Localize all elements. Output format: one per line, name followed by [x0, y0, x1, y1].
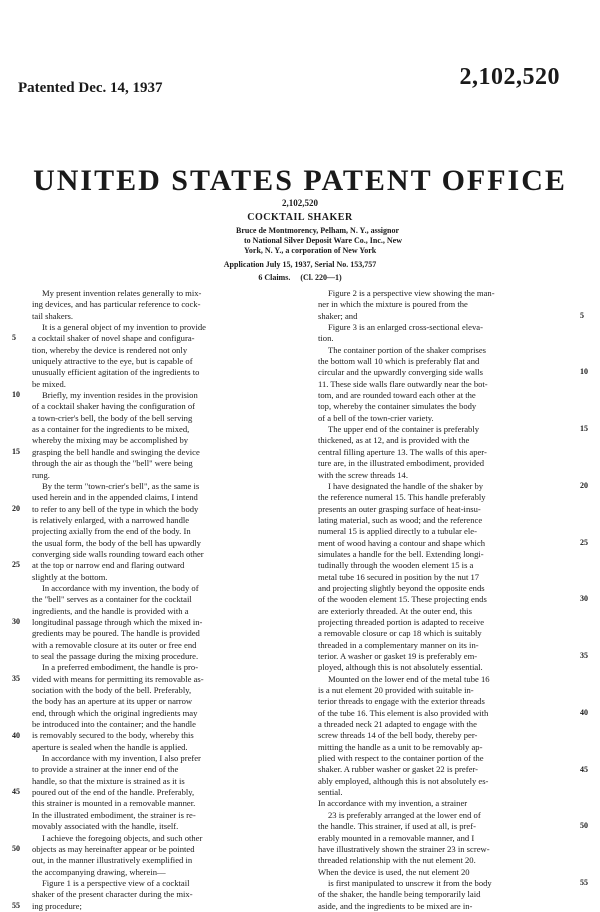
line-number: 35 [580, 651, 588, 661]
text-line: In the illustrated embodiment, the strainer is re- [32, 809, 196, 820]
text-line: is a nut element 20 provided with suitable in- [318, 685, 474, 696]
text-line: a removable closure or cap 18 which is suitably [318, 628, 482, 639]
text-line: ployed, although this is not absolutely essential. [318, 662, 483, 673]
text-line: mitting the handle as a unit to be removably ap- [318, 741, 483, 752]
text-line: terior. A washer or gasket 19 is preferably em- [318, 651, 478, 661]
claims-line [0, 273, 600, 282]
text-line: ner in which the mixture is poured from the [318, 299, 468, 310]
text-line: By the term "town-crier's bell", as the same is [42, 480, 200, 491]
text-line: at the top or narrow end and flaring outward [32, 560, 185, 571]
text-line: thickened, as at 12, and is provided with the [318, 435, 470, 446]
text-line: to seal the passage during the mixing procedure. [32, 651, 199, 661]
line-number: 50 [12, 844, 20, 854]
text-line: My present invention relates generally to mix- [42, 288, 202, 298]
text-line: end, through which the original ingredients may [32, 707, 198, 718]
text-line: tom, and are rounded toward each other at the [318, 390, 476, 401]
line-number: 10 [12, 390, 20, 400]
text-line: unusually efficient agitation of the ingredients to [32, 367, 200, 378]
text-line: the reference numeral 15. This handle preferably [318, 492, 486, 503]
text-line: movably associated with the handle, itself. [32, 821, 179, 832]
line-number: 55 [12, 900, 20, 910]
claims-count: 6 Claims. [258, 273, 291, 282]
text-line: shaker; and [318, 310, 358, 321]
inventor-line: Bruce de Montmorency, Pelham, N. Y., assignor [236, 226, 400, 235]
text-line: with the screw threads 14. [318, 469, 408, 480]
line-number: 20 [12, 503, 20, 513]
text-line: circular and the upwardly converging side walls [318, 367, 483, 378]
office-heading: UNITED STATES PATENT OFFICE [33, 164, 567, 197]
text-line: shaker of the present character during the mix- [32, 889, 193, 900]
text-line: I achieve the foregoing objects, and such other [42, 832, 203, 843]
text-line: a threaded neck 21 adapted to engage with the [318, 719, 477, 730]
text-line: projecting axially from the end of the body. In [32, 526, 191, 537]
line-number: 40 [580, 707, 588, 717]
text-line: tudinally through the wooden element 15 is a [318, 560, 474, 571]
text-line: central filling aperture 13. The walls of this aper- [318, 446, 487, 457]
text-line: shaker. A rubber washer or gasket 22 is prefer- [318, 764, 478, 775]
text-line: a cocktail shaker of novel shape and configura- [32, 333, 195, 344]
text-line: Briefly, my invention resides in the provision [42, 390, 198, 401]
inventor-line: York, N. Y., a corporation of New York [244, 246, 377, 255]
text-line: longitudinal passage through which the mixed in- [32, 616, 203, 627]
text-line: the accompanying drawing, wherein— [32, 866, 166, 877]
line-number: 10 [580, 367, 588, 377]
text-line: sential. [318, 787, 343, 798]
text-line: is relatively enlarged, with a narrowed handle [32, 514, 190, 525]
text-line: this strainer is mounted in a removable manner. [32, 798, 196, 809]
text-line: aperture is sealed when the handle is applied. [32, 741, 188, 752]
text-line: are exteriorly threaded. At the outer end, this [318, 605, 472, 616]
text-line: The upper end of the container is preferably [328, 424, 480, 435]
text-line: top, whereby the container simulates the body [318, 401, 477, 412]
text-line: sociation with the body of the bell. Preferably, [32, 685, 192, 696]
text-line: of the shaker, the handle being temporarily laid [318, 889, 481, 900]
text-line: used herein and in the appended claims, I intend [32, 492, 198, 503]
text-line: the handle. This strainer, if used at all, is pref- [318, 821, 476, 832]
text-line: Figure 2 is a perspective view showing the man- [328, 288, 495, 298]
text-line: with a removable closure at its outer or free end [32, 639, 197, 650]
text-line: objects as may hereinafter appear or be pointed [32, 843, 195, 854]
text-line: The container portion of the shaker comprises [328, 344, 486, 355]
application-line: Application July 15, 1937, Serial No. 153,757 [223, 260, 377, 269]
line-number: 5 [12, 333, 16, 343]
text-line: In accordance with my invention, I also prefer [42, 753, 201, 764]
text-line: to provide a strainer at the inner end of the [32, 764, 179, 775]
text-line: terior threads to engage with the exterior threads [318, 696, 485, 707]
text-line: rung. [32, 469, 50, 480]
text-line: presents an outer grasping surface of heat-insu- [318, 503, 481, 514]
text-line: the "bell" serves as a container for the cocktail [32, 594, 192, 605]
text-line: the bottom wall 10 which is preferably flat and [318, 356, 480, 367]
text-line: and projecting slightly beyond the opposite ends [318, 582, 485, 593]
patented-date: Patented Dec. 14, 1937 [18, 80, 163, 96]
line-number: 55 [580, 878, 588, 888]
text-line: I have designated the handle of the shaker by [328, 480, 484, 491]
line-number: 5 [580, 310, 584, 320]
text-line: In accordance with my invention, the body of [42, 582, 199, 593]
classification: (Cl. 220—1) [300, 273, 342, 282]
text-line: uniquely attractive to the eye, but is capable of [32, 356, 193, 367]
patent-small-number: 2,102,520 [282, 198, 318, 208]
text-line: converging side walls rounding toward each other [32, 548, 204, 559]
text-line: simulates a handle for the bell. Extending longi- [318, 548, 484, 559]
text-line: a town-crier's bell, the body of the bell serving [32, 412, 193, 423]
text-line: projecting threaded portion is adapted to receive [318, 616, 485, 627]
text-line: metal tube 16 secured in position by the nut 17 [318, 571, 480, 582]
text-line: threaded in a complementary manner on its in- [318, 639, 479, 650]
text-line: ing procedure; [32, 900, 82, 911]
line-number: 25 [580, 537, 588, 547]
inventor-block [236, 226, 406, 256]
text-line: of the tube 16. This element is also provided with [318, 707, 489, 718]
text-line: In a preferred embodiment, the handle is pro- [42, 662, 199, 673]
text-line: poured out of the end of the handle. Preferably, [32, 787, 195, 798]
patent-number: 2,102,520 [459, 64, 560, 90]
text-line: ture are, in the illustrated embodiment, provided [318, 458, 485, 469]
line-number: 40 [12, 730, 20, 740]
text-line: Figure 1 is a perspective view of a cocktail [42, 877, 190, 888]
text-line: ably employed, although this is not absolutely es- [318, 775, 489, 786]
text-line: ingredients, and the handle is provided with a [32, 605, 189, 616]
text-line: Figure 3 is an enlarged cross-sectional eleva- [328, 322, 483, 333]
text-line: of the wooden element 15. These projecting ends [318, 594, 487, 605]
text-line: ing devices, and has particular reference to cock- [32, 299, 201, 310]
text-line: plied with respect to the container portion of the [318, 753, 484, 764]
line-number: 45 [580, 764, 588, 774]
text-line: 23 is preferably arranged at the lower end of [328, 809, 481, 820]
text-line: out, in the manner illustratively exemplified in [32, 855, 193, 866]
text-line: the usual form, the body of the bell has upwardly [32, 537, 201, 548]
text-line: handle, so that the mixture is strained as it is [32, 775, 185, 786]
text-line: ment of wood having a contour and shape which [318, 537, 486, 548]
text-line: as a container for the ingredients to be mixed, [32, 424, 190, 435]
line-number: 35 [12, 673, 20, 683]
text-line: erably mounted in a removable manner, and I [318, 832, 475, 843]
line-number: 45 [12, 787, 20, 797]
right-column [318, 288, 580, 912]
text-line: aside, and the ingredients to be mixed are in- [318, 900, 473, 911]
text-line: vided with means for permitting its removable as- [32, 673, 204, 684]
text-line: lating material, such as wood; and the reference [318, 514, 483, 525]
text-line: be introduced into the container; and the handle [32, 719, 196, 730]
line-number: 15 [12, 446, 20, 456]
line-number: 25 [12, 560, 20, 570]
text-line: the body has an aperture at its upper or narrow [32, 696, 193, 707]
text-line: grasping the bell handle and swinging the device [32, 446, 200, 457]
text-line: 11. These side walls flare outwardly near the bot- [318, 378, 488, 389]
text-line: gredients may be poured. The handle is provided [32, 628, 200, 639]
line-number: 30 [12, 617, 20, 627]
text-line: numeral 15 is applied directly to a tubular ele- [318, 526, 477, 537]
text-line: to refer to any bell of the type in which the body [32, 503, 199, 514]
text-line: of a cocktail shaker having the configuration of [32, 401, 195, 412]
text-line: threaded relationship with the nut element 20. [318, 855, 476, 866]
patent-title: COCKTAIL SHAKER [247, 212, 353, 223]
text-line: is removably secured to the body, whereby this [32, 730, 194, 741]
inventor-line: to National Silver Deposit Ware Co., Inc., New [244, 236, 402, 245]
line-number: 50 [580, 821, 588, 831]
text-line: screw threads 14 of the bell body, thereby per- [318, 730, 478, 741]
left-column [32, 288, 290, 912]
line-number: 15 [580, 424, 588, 434]
text-line: tail shakers. [32, 310, 74, 321]
text-line: tion, whereby the device is rendered not only [32, 344, 188, 355]
text-line: be mixed. [32, 378, 66, 389]
text-line: It is a general object of my invention to provide [42, 322, 206, 333]
text-line: is first manipulated to unscrew it from the body [328, 877, 492, 888]
text-line: When the device is used, the nut element 20 [318, 866, 470, 877]
text-line: of a bell of the town-crier variety. [318, 412, 434, 423]
text-line: whereby the mixing may be accomplished by [32, 435, 189, 446]
text-line: tion. [318, 333, 334, 344]
text-line: slightly at the bottom. [32, 571, 108, 582]
line-number: 30 [580, 594, 588, 604]
text-line: Mounted on the lower end of the metal tube 16 [328, 673, 490, 684]
line-number: 20 [580, 480, 588, 490]
text-line: through the air as though the "bell" were being [32, 458, 193, 469]
text-line: have illustratively shown the strainer 23 in screw- [318, 843, 490, 854]
text-line: In accordance with my invention, a strainer [318, 798, 468, 809]
